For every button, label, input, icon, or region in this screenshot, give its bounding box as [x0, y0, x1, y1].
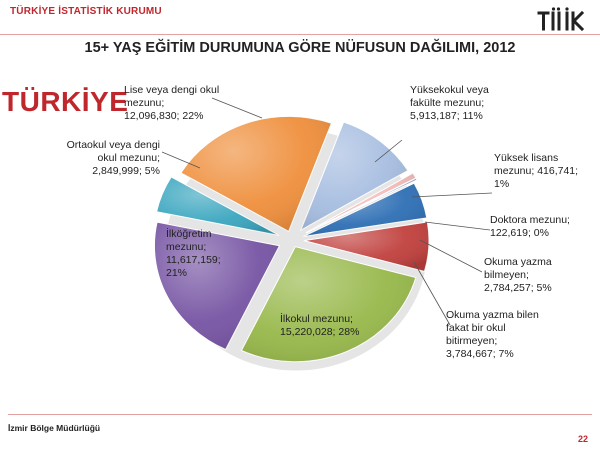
leader-line-okuma-yazma — [420, 240, 482, 272]
data-label-yuksekokul-veya: Yüksekokul veya fakülte mezunu; 5,913,187; 11% — [410, 84, 489, 122]
leader-line-doktora-mezunu — [425, 222, 490, 230]
footer-divider — [8, 414, 592, 415]
data-label-lise-veya-dengi-okul: Lise veya dengi okul mezunu; 12,096,830; 22% — [124, 84, 220, 122]
header-org-name: TÜRKİYE İSTATİSTİK KURUMU — [10, 6, 162, 17]
data-label-yuksek-lisans: Yüksek lisans mezunu; 416,741; 1% — [494, 152, 579, 190]
data-label-ilkokul-mezunu: İlkokul mezunu; 15,220,028; 28% — [280, 313, 360, 338]
leader-line-yuksek-lisans — [412, 193, 492, 197]
data-label-okuma-yazma: Okuma yazma bilmeyen; 2,784,257; 5% — [484, 256, 552, 294]
page-number: 22 — [577, 434, 588, 444]
region-label: TÜRKİYE — [2, 86, 129, 117]
data-label-okuma-yazma-bilen: Okuma yazma bilen fakat bir okul bitirmeyen; 3,784,667; 7% — [446, 309, 539, 360]
chart-title: 15+ YAŞ EĞİTİM DURUMUNA GÖRE NÜFUSUN DAĞILIMI, 2012 — [84, 40, 516, 56]
data-label-ilkogretim: İlköğretim mezunu; 11,617,159; 21% — [166, 228, 221, 279]
leader-line-lise-veya-dengi-okul — [212, 98, 262, 118]
footer-office: İzmir Bölge Müdürlüğü — [8, 423, 101, 433]
data-label-doktora-mezunu: Doktora mezunu; 122,619; 0% — [490, 214, 570, 239]
data-label-ortaokul-veya-dengi: Ortaokul veya dengi okul mezunu; 2,849,999; 5% — [66, 139, 160, 177]
leader-line-okuma-yazma-bilen — [414, 262, 450, 325]
